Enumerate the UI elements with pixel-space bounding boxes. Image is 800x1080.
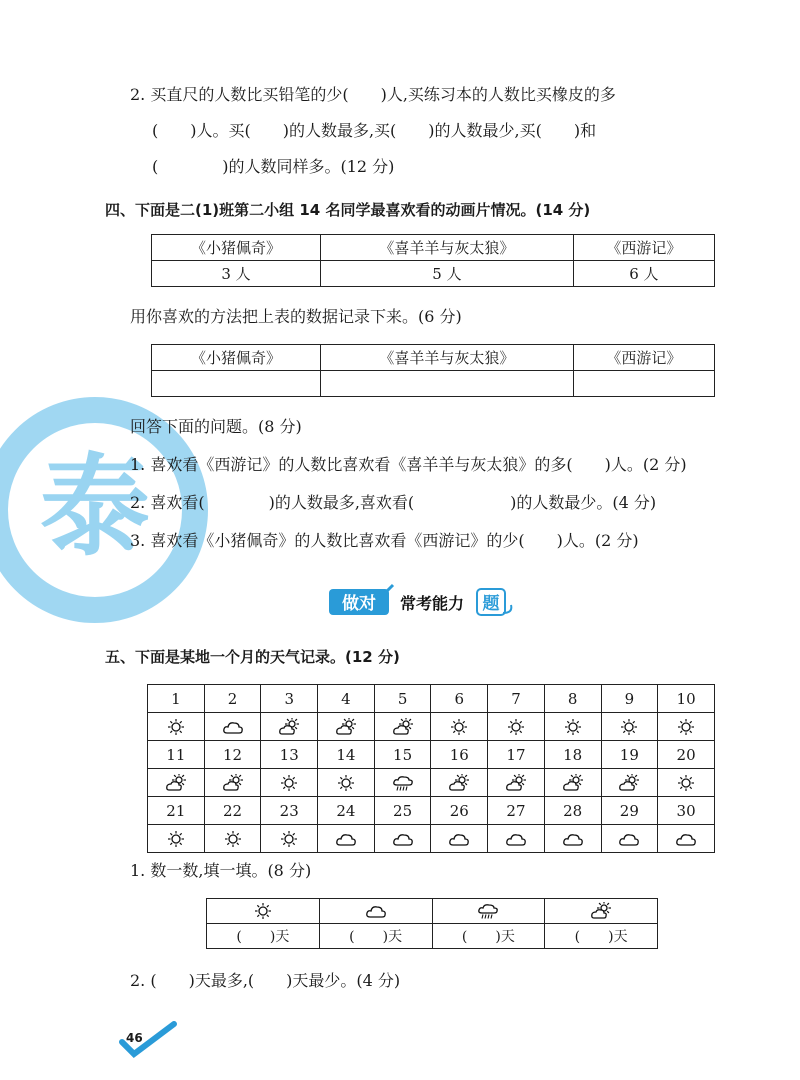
svg-text:泰: 泰 [40, 443, 150, 571]
weather-cell [318, 769, 375, 797]
banner-part-2: 常考能力 [399, 594, 465, 613]
table-header: 《喜羊羊与灰太狼》 [321, 345, 574, 371]
table-row [148, 825, 715, 853]
weather-cell [148, 825, 205, 853]
sun-icon [222, 830, 244, 848]
sun-icon [278, 830, 300, 848]
page-number-badge [118, 1020, 178, 1060]
answer-intro: 回答下面的问题。(8 分) [130, 417, 302, 436]
table-header: 《西游记》 [573, 235, 714, 261]
answer-cell[interactable] [573, 371, 714, 397]
table-row [148, 685, 715, 713]
day-cell: 22 [204, 797, 261, 825]
weather-cell [204, 825, 261, 853]
question-2-line-1: 2. 买直尺的人数比买铅笔的少( )人,买练习本的人数比买橡皮的多 [130, 85, 616, 104]
day-cell: 30 [658, 797, 715, 825]
day-cell: 27 [488, 797, 545, 825]
weather-cell [658, 713, 715, 741]
table-header: 《西游记》 [573, 345, 714, 371]
table-row [207, 924, 658, 949]
day-cell: 16 [431, 741, 488, 769]
sun-icon [252, 902, 274, 920]
day-cell: 15 [374, 741, 431, 769]
sun-icon [675, 774, 697, 792]
rain-icon [477, 902, 499, 920]
checkmark-icon [118, 1020, 178, 1060]
table-row [148, 713, 715, 741]
count-icon-cell [207, 899, 320, 924]
day-cell: 28 [544, 797, 601, 825]
sun-icon [448, 718, 470, 736]
cloud-icon [365, 902, 387, 920]
day-cell: 8 [544, 685, 601, 713]
cloud-icon [505, 830, 527, 848]
banner-part-3: 题 [482, 594, 500, 614]
count-instruction: 1. 数一数,填一填。(8 分) [130, 861, 312, 880]
partly-cloudy-icon [448, 774, 470, 792]
weather-cell [374, 713, 431, 741]
day-cell: 14 [318, 741, 375, 769]
weather-cell [601, 825, 658, 853]
weather-cell [261, 713, 318, 741]
count-answer-cell: ( )天 [319, 924, 432, 949]
count-table [206, 898, 658, 949]
day-cell: 12 [204, 741, 261, 769]
sub-question-3: 3. 喜欢看《小猪佩奇》的人数比喜欢看《西游记》的少( )人。(2 分) [130, 531, 639, 550]
page-number: 46 [126, 1031, 143, 1045]
day-cell: 3 [261, 685, 318, 713]
section-4-title: 四、下面是二(1)班第二小组 14 名同学最喜欢看的动画片情况。(14 分) [105, 201, 591, 219]
sun-icon [675, 718, 697, 736]
partly-cloudy-icon [562, 774, 584, 792]
table-row [148, 741, 715, 769]
day-cell: 23 [261, 797, 318, 825]
section-5-title: 五、下面是某地一个月的天气记录。(12 分) [105, 648, 400, 666]
day-cell: 25 [374, 797, 431, 825]
weather-cell [374, 769, 431, 797]
weather-cell [544, 713, 601, 741]
weather-cell [261, 769, 318, 797]
table-header: 《小猪佩奇》 [152, 235, 321, 261]
sun-icon [505, 718, 527, 736]
day-cell: 20 [658, 741, 715, 769]
cloud-icon [392, 830, 414, 848]
weather-cell [204, 769, 261, 797]
sub-question-2: 2. 喜欢看( )的人数最多,喜欢看( )的人数最少。(4 分) [130, 493, 657, 512]
question-2-line-3: ( )的人数同样多。(12 分) [152, 157, 395, 176]
sun-icon [165, 718, 187, 736]
partly-cloudy-icon [392, 718, 414, 736]
weather-cell [431, 713, 488, 741]
record-table [151, 344, 715, 397]
day-cell: 21 [148, 797, 205, 825]
day-cell: 26 [431, 797, 488, 825]
cloud-icon [222, 718, 244, 736]
day-cell: 29 [601, 797, 658, 825]
weather-cell [318, 713, 375, 741]
table-header: 《小猪佩奇》 [152, 345, 321, 371]
weather-cell [148, 713, 205, 741]
cloud-icon [675, 830, 697, 848]
day-cell: 9 [601, 685, 658, 713]
day-cell: 1 [148, 685, 205, 713]
day-cell: 7 [488, 685, 545, 713]
partly-cloudy-icon [165, 774, 187, 792]
day-cell: 10 [658, 685, 715, 713]
sun-icon [335, 774, 357, 792]
weather-cell [601, 713, 658, 741]
cloud-icon [618, 830, 640, 848]
table-row [207, 899, 658, 924]
table-header: 《喜羊羊与灰太狼》 [321, 235, 574, 261]
day-cell: 11 [148, 741, 205, 769]
count-icon-cell [545, 899, 658, 924]
table-cell: 5 人 [321, 261, 574, 287]
count-icon-cell [432, 899, 545, 924]
weather-cell [601, 769, 658, 797]
count-answer-cell: ( )天 [432, 924, 545, 949]
day-cell: 19 [601, 741, 658, 769]
banner-graphic [327, 583, 517, 619]
weather-cell [148, 769, 205, 797]
weather-cell [544, 769, 601, 797]
section-banner [327, 583, 517, 619]
count-answer-cell: ( )天 [545, 924, 658, 949]
cloud-icon [562, 830, 584, 848]
weather-cell [374, 825, 431, 853]
day-cell: 6 [431, 685, 488, 713]
table-row [148, 797, 715, 825]
weather-cell [488, 713, 545, 741]
sun-icon [618, 718, 640, 736]
weather-cell [431, 825, 488, 853]
question-5-2: 2. ( )天最多,( )天最少。(4 分) [130, 971, 401, 990]
partly-cloudy-icon [222, 774, 244, 792]
sun-icon [562, 718, 584, 736]
answer-cell[interactable] [152, 371, 321, 397]
table-row [148, 769, 715, 797]
partly-cloudy-icon [590, 902, 612, 920]
sun-icon [278, 774, 300, 792]
weather-cell [544, 825, 601, 853]
weather-cell [431, 769, 488, 797]
cloud-icon [335, 830, 357, 848]
weather-cell [488, 769, 545, 797]
weather-cell [318, 825, 375, 853]
partly-cloudy-icon [278, 718, 300, 736]
sub-question-1: 1. 喜欢看《西游记》的人数比喜欢看《喜羊羊与灰太狼》的多( )人。(2 分) [130, 455, 687, 474]
day-cell: 5 [374, 685, 431, 713]
weather-cell [488, 825, 545, 853]
rain-icon [392, 774, 414, 792]
cloud-icon [448, 830, 470, 848]
partly-cloudy-icon [335, 718, 357, 736]
banner-part-1: 做对 [342, 594, 376, 614]
weather-cell [658, 825, 715, 853]
day-cell: 4 [318, 685, 375, 713]
record-instruction: 用你喜欢的方法把上表的数据记录下来。(6 分) [130, 307, 462, 326]
sun-icon [165, 830, 187, 848]
day-cell: 18 [544, 741, 601, 769]
weather-cell [658, 769, 715, 797]
day-cell: 17 [488, 741, 545, 769]
day-cell: 2 [204, 685, 261, 713]
count-answer-cell: ( )天 [207, 924, 320, 949]
weather-cell [204, 713, 261, 741]
question-2-line-2: ( )人。买( )的人数最多,买( )的人数最少,买( )和 [152, 121, 597, 140]
cartoon-table [151, 234, 715, 287]
weather-cell [261, 825, 318, 853]
weather-table [147, 684, 715, 853]
count-icon-cell [319, 899, 432, 924]
table-cell: 6 人 [573, 261, 714, 287]
partly-cloudy-icon [618, 774, 640, 792]
day-cell: 24 [318, 797, 375, 825]
answer-cell[interactable] [321, 371, 574, 397]
day-cell: 13 [261, 741, 318, 769]
partly-cloudy-icon [505, 774, 527, 792]
table-cell: 3 人 [152, 261, 321, 287]
